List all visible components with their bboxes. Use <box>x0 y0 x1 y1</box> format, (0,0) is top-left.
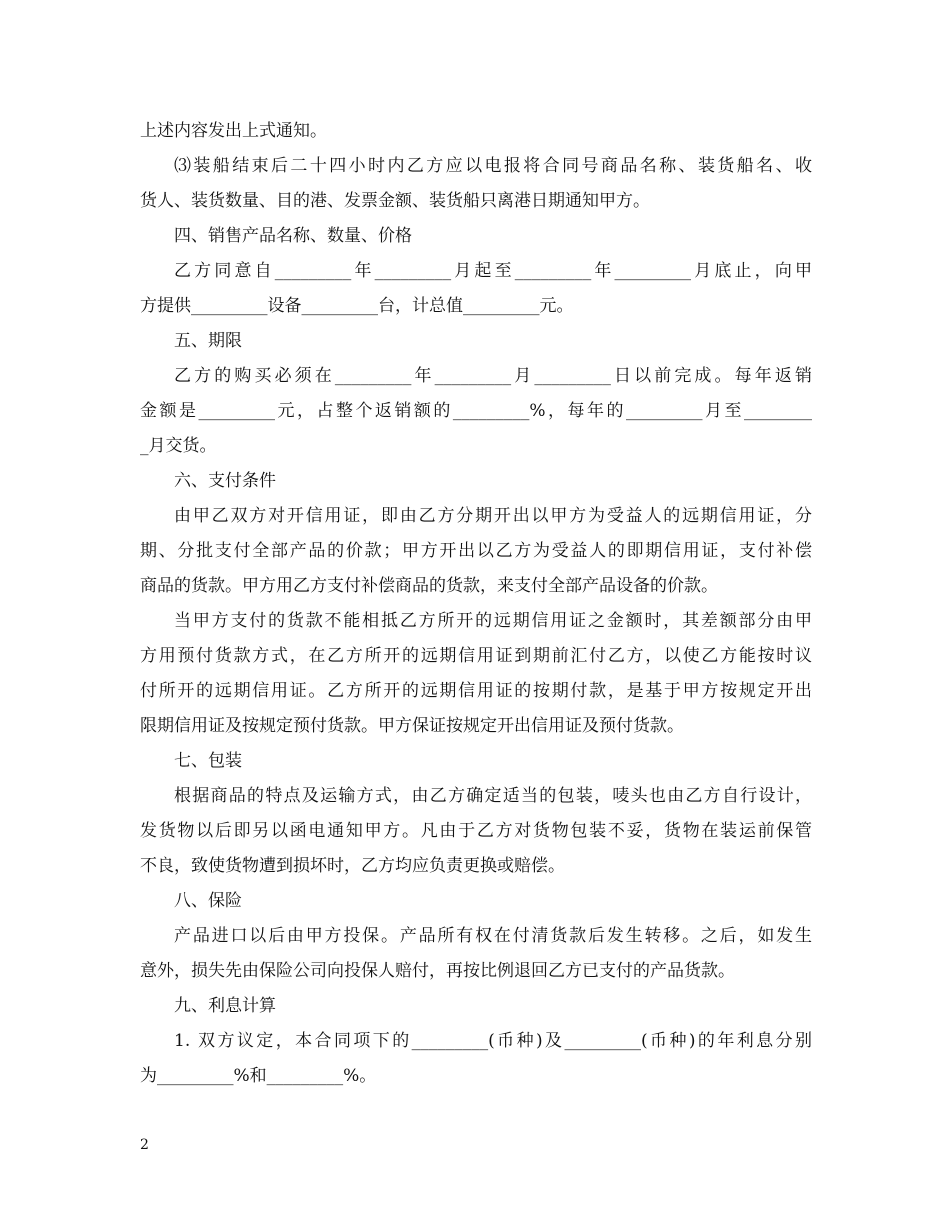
text-line: 乙方的购买必须在_________年_________月_________日以前完成。每年返销 <box>174 366 812 386</box>
text-line: 发货物以后即另以函电通知甲方。凡由于乙方对货物包装不妥，货物在装运前保管 <box>140 821 812 841</box>
text-line: 意外，损失先由保险公司向投保人赔付，再按比例退回乙方已支付的产品货款。 <box>140 961 735 981</box>
text-line: 当甲方支付的货款不能相抵乙方所开的远期信用证之金额时，其差额部分由甲 <box>174 611 812 631</box>
section-heading: 七、包装 <box>174 751 242 771</box>
section-heading: 九、利息计算 <box>174 996 276 1016</box>
page-number: 2 <box>140 1137 149 1153</box>
text-line: 方用预付货款方式，在乙方所开的远期信用证到期前汇付乙方，以使乙方能按时议 <box>140 646 812 666</box>
section-heading: 六、支付条件 <box>174 471 276 491</box>
text-line: 上述内容发出上式通知。 <box>140 121 327 141</box>
text-line: 1. 双方议定，本合同项下的_________(币种)及_________(币种)的年利息分别 <box>174 1031 812 1051</box>
text-line: 付所开的远期信用证。乙方所开的远期信用证的按期付款，是基于甲方按规定开出 <box>140 681 812 701</box>
text-line: ⑶装船结束后二十四小时内乙方应以电报将合同号商品名称、装货船名、收 <box>174 156 812 176</box>
text-line: 期、分批支付全部产品的价款；甲方开出以乙方为受益人的即期信用证，支付补偿 <box>140 541 812 561</box>
text-line: 乙方同意自_________年_________月起至_________年_________月底止，向甲 <box>174 261 812 281</box>
text-line: 金额是_________元，占整个返销额的_________%，每年的_________月至________ <box>140 401 812 421</box>
text-line: _月交货。 <box>140 436 217 456</box>
text-line: 方提供_________设备_________台，计总值_________元。 <box>140 296 574 316</box>
text-line: 商品的货款。甲方用乙方支付补偿商品的货款，来支付全部产品设备的价款。 <box>140 576 718 596</box>
section-heading: 八、保险 <box>174 891 242 911</box>
document-body <box>140 114 812 1094</box>
section-heading: 五、期限 <box>174 331 242 351</box>
text-line: 不良，致使货物遭到损坏时，乙方均应负责更换或赔偿。 <box>140 856 565 876</box>
text-line: 货人、装货数量、目的港、发票金额、装货船只离港日期通知甲方。 <box>140 191 650 211</box>
text-line: 由甲乙双方对开信用证，即由乙方分期开出以甲方为受益人的远期信用证，分 <box>174 506 812 526</box>
text-line: 为_________%和_________%。 <box>140 1066 377 1086</box>
text-line: 产品进口以后由甲方投保。产品所有权在付清货款后发生转移。之后，如发生 <box>174 926 812 946</box>
text-line: 根据商品的特点及运输方式，由乙方确定适当的包装，唛头也由乙方自行设计， <box>174 786 812 806</box>
section-heading: 四、销售产品名称、数量、价格 <box>174 226 412 246</box>
text-line: 限期信用证及按规定预付货款。甲方保证按规定开出信用证及预付货款。 <box>140 716 684 736</box>
